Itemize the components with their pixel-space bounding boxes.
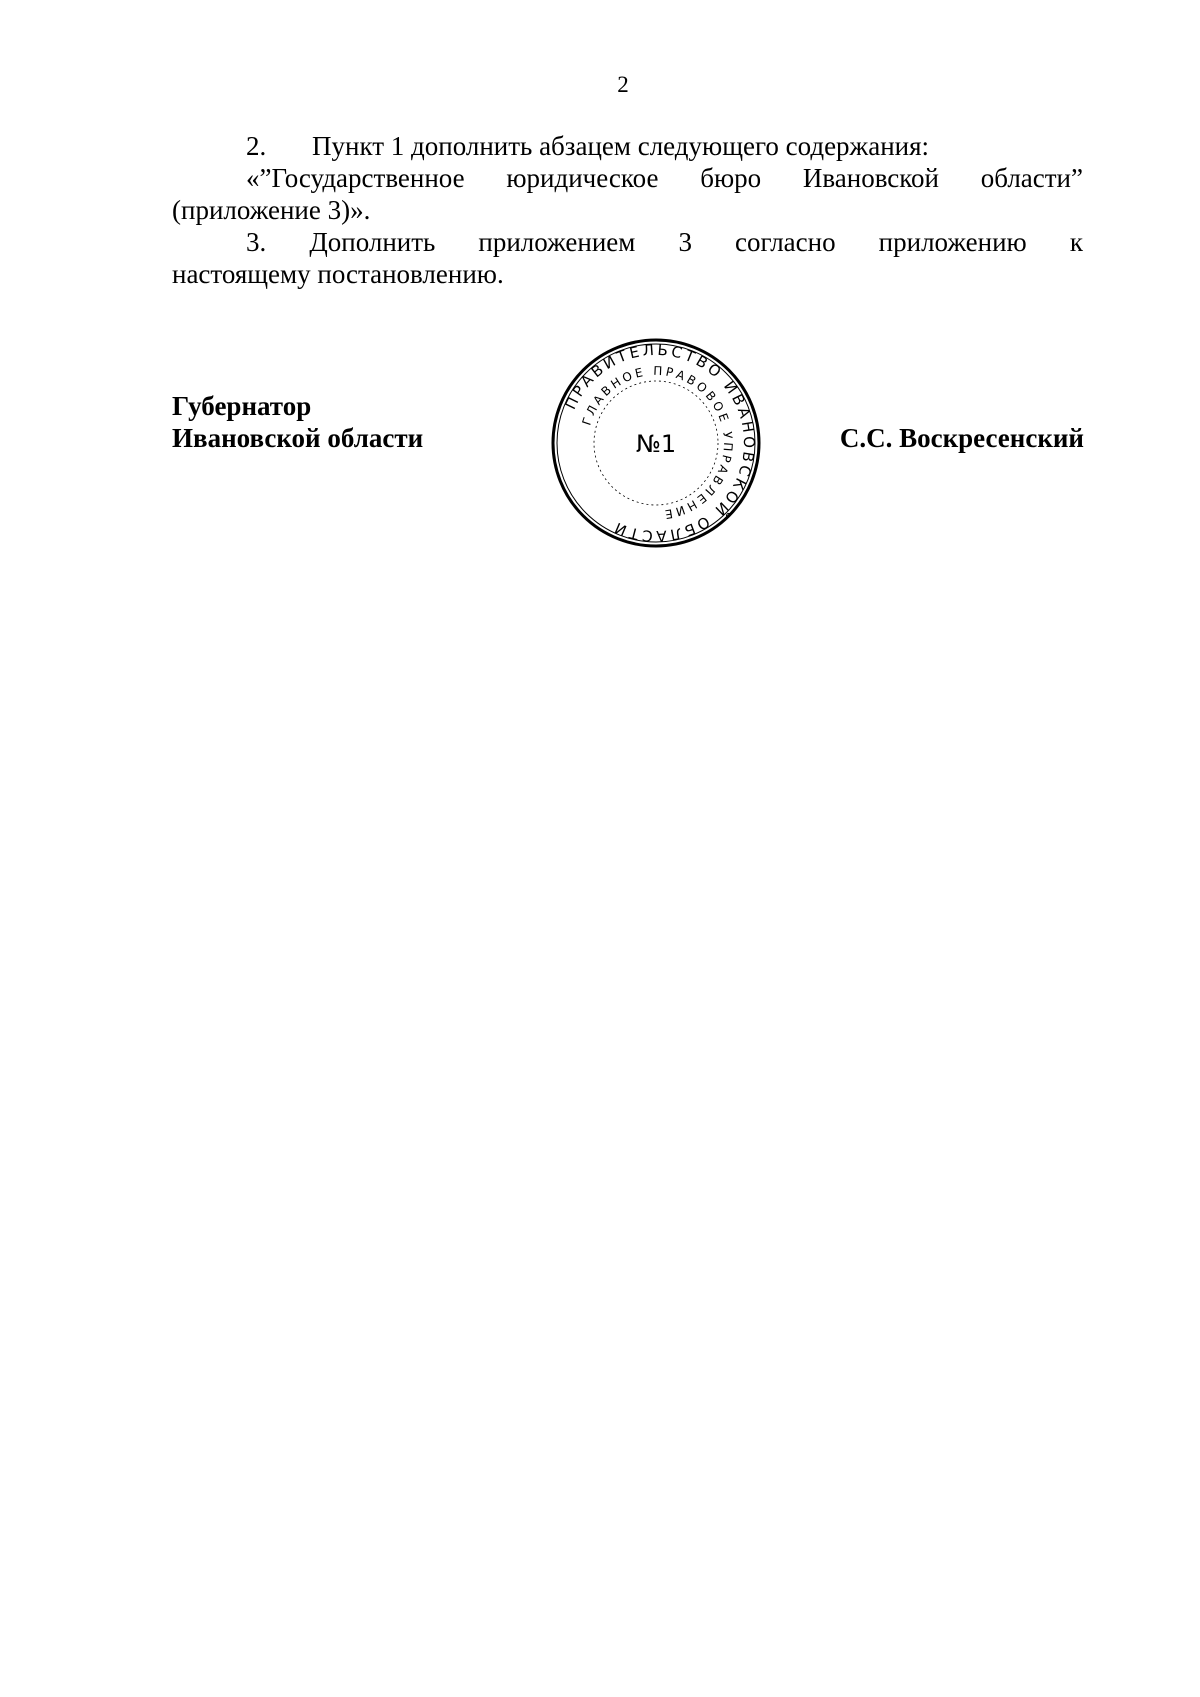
signature-title	[172, 390, 423, 454]
quote-word: Ивановской	[802, 163, 939, 193]
quote-word: бюро	[700, 163, 762, 193]
signature-title-line: Ивановской области	[172, 423, 424, 453]
signature-title-line: Губернатор	[172, 391, 312, 421]
item-word: к	[1069, 227, 1083, 257]
quote-word: «”Государственное	[246, 163, 465, 193]
quote-word: юридическое	[506, 163, 659, 193]
item-word: согласно	[735, 227, 836, 257]
page-number: 2	[617, 72, 629, 97]
paragraph-item-3	[172, 226, 1083, 258]
item-text: Пункт 1 дополнить абзацем следующего содержания:	[312, 131, 930, 161]
quote-word: области”	[980, 163, 1083, 193]
item-word: Дополнить	[309, 227, 436, 257]
paragraph-item-2	[172, 130, 1083, 162]
item-word: приложению	[878, 227, 1027, 257]
item-number: 3.	[246, 227, 267, 257]
document-body	[172, 130, 1083, 290]
signature-name: С.С. Воскресенский	[839, 423, 1084, 453]
stamp-center-text: №1	[635, 430, 677, 458]
item-3-continuation: настоящему постановлению.	[172, 259, 504, 289]
stamp-outer-textpath: ПРАВИТЕЛЬСТВО ИВАНОВСКОЙ ОБЛАСТИ	[561, 340, 759, 546]
item-word: 3	[678, 227, 692, 257]
quote-continuation: (приложение 3)».	[172, 195, 371, 225]
stamp-inner-textpath: ГЛАВНОЕ ПРАВОВОЕ УПРАВЛЕНИЕ	[579, 363, 736, 522]
item-number: 2.	[246, 131, 267, 161]
item-word: приложением	[478, 227, 636, 257]
official-stamp	[550, 338, 762, 548]
quote-line	[172, 162, 1083, 194]
